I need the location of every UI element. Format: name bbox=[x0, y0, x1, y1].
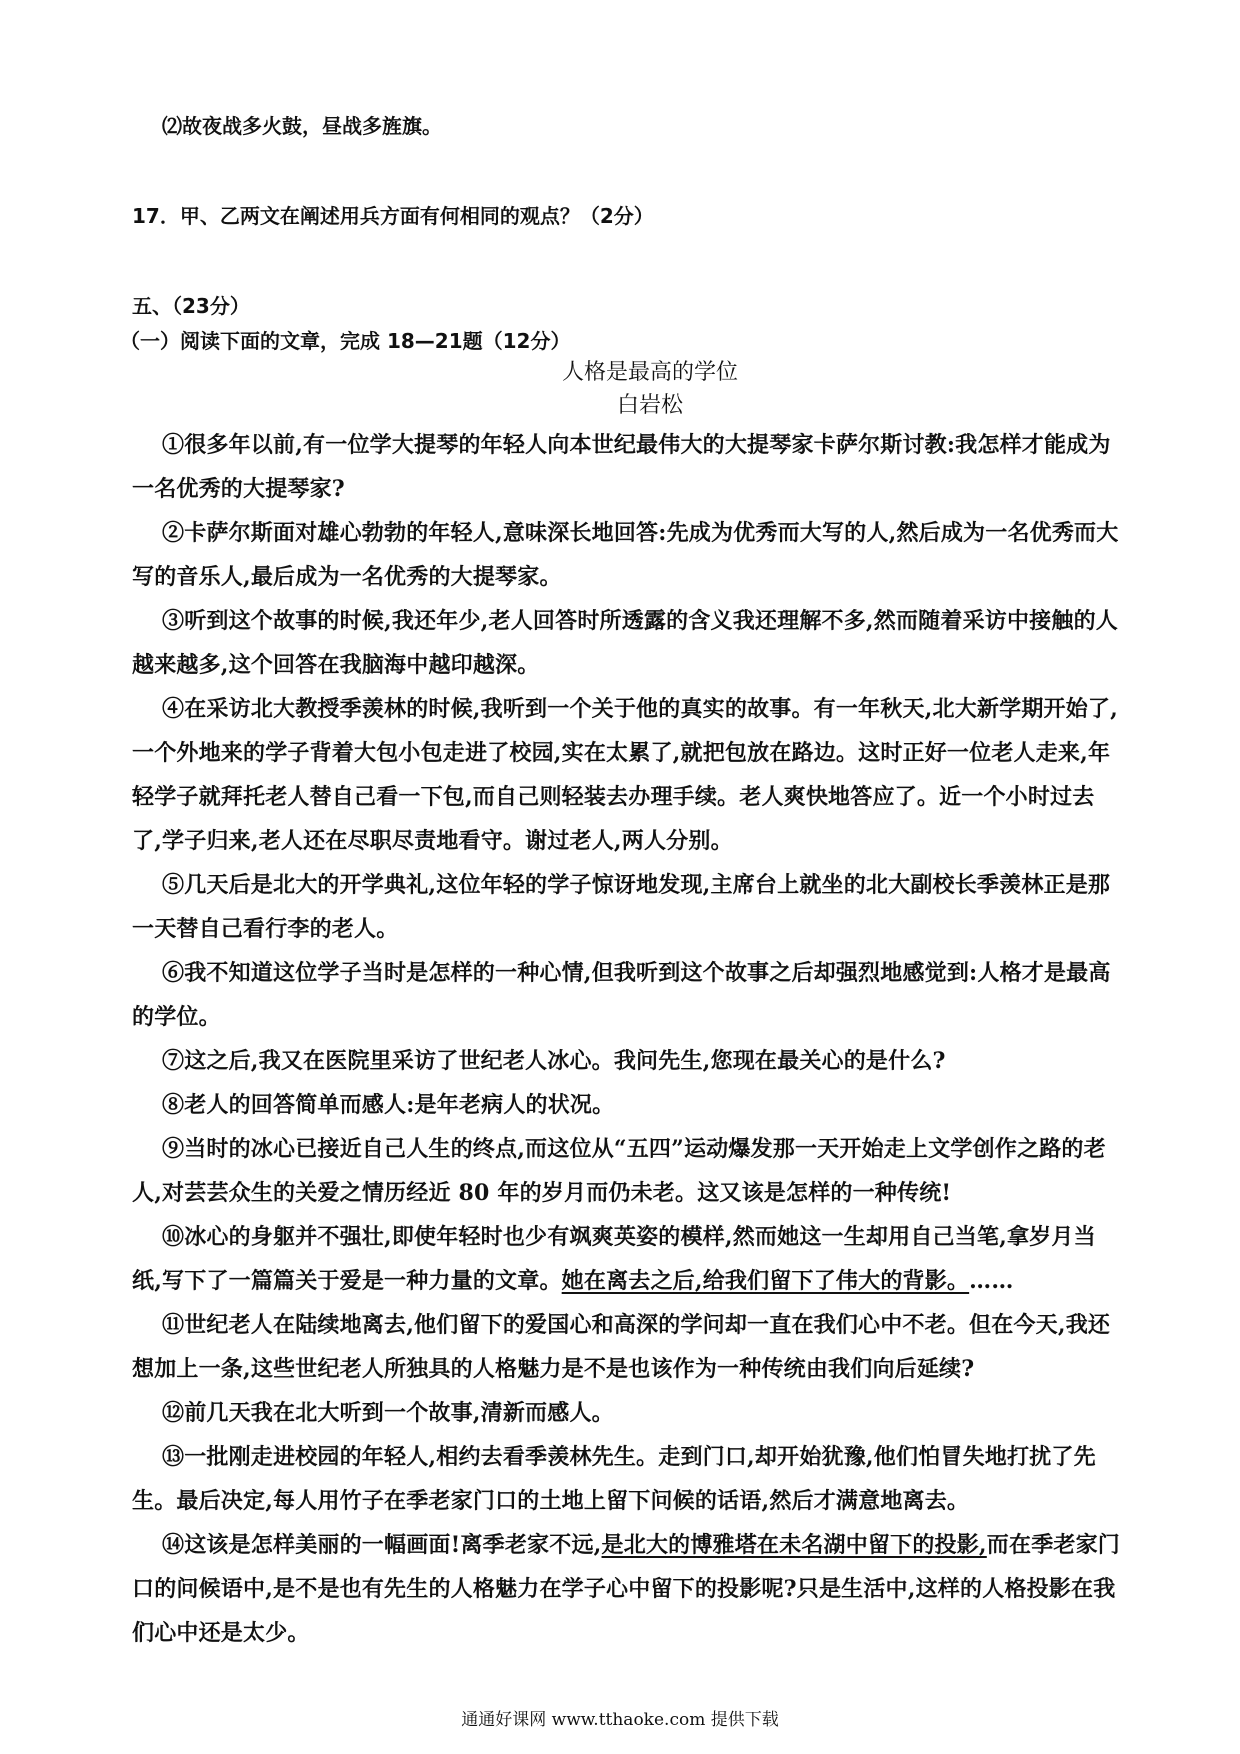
paragraph-1: ①很多年以前,有一位学大提琴的年轻人向本世纪最伟大的大提琴家卡萨尔斯讨教:我怎样才能成为一名优秀的大提琴家? bbox=[132, 432, 1111, 502]
section-heading: 五、（23分） bbox=[132, 294, 250, 318]
paragraph-7: ⑦这之后,我又在医院里采访了世纪老人冰心。我问先生,您现在最关心的是什么? bbox=[162, 1048, 946, 1074]
paragraph-14-text-b: 而在季老家门口的问候语中,是不是也有先生的人格魅力在学子心中留下的投影呢?只是生活中,这样的人格投影在我们心中还是太少。 bbox=[132, 1532, 1120, 1646]
paragraph-13: ⑬一批刚走进校园的年轻人,相约去看季羡林先生。走到门口,却开始犹豫,他们怕冒失地打扰了先生。最后决定,每人用竹子在季老家门口的土地上留下问候的话语,然后才满意地离去。 bbox=[132, 1444, 1096, 1514]
article-title bbox=[0, 355, 1240, 386]
article-title-text: 人格是最高的学位 bbox=[561, 360, 738, 385]
paragraph-4: ④在采访北大教授季羡林的时候,我听到一个关于他的真实的故事。有一年秋天,北大新学期开始了,一个外地来的学子背着大包小包走进了校园,实在太累了,就把包放在路边。这时正好一位老人走来,年轻学子就拜托老人替自己看一下包,而自己则轻装去办理手续。老人爽快地答应了。近一个小时过去了,学子归来,老人还在尽职尽责地看守。谢过老人,两人分别。 bbox=[132, 696, 1118, 854]
paragraph-14-text-a: ⑭这该是怎样美丽的一幅画面!离季老家不远, bbox=[162, 1532, 602, 1558]
paragraph-5: ⑤几天后是北大的开学典礼,这位年轻的学子惊讶地发现,主席台上就坐的北大副校长季羡林正是那一天替自己看行李的老人。 bbox=[132, 872, 1111, 942]
paragraph-10-ellipsis: …… bbox=[969, 1268, 1014, 1294]
question-item-2: ⑵故夜战多火鼓，昼战多旌旗。 bbox=[162, 114, 442, 138]
paragraph-12: ⑫前几天我在北大听到一个故事,清新而感人。 bbox=[162, 1400, 614, 1426]
paragraph-10 bbox=[132, 1215, 1122, 1303]
article-author bbox=[0, 388, 1240, 419]
paragraph-14-underlined: 是北大的博雅塔在未名湖中留下的投影, bbox=[601, 1532, 987, 1558]
question-17: 17．甲、乙两文在阐述用兵方面有何相同的观点？（2分） bbox=[132, 204, 654, 228]
paragraph-6: ⑥我不知道这位学子当时是怎样的一种心情,但我听到这个故事之后却强烈地感觉到:人格才是最高的学位。 bbox=[132, 960, 1111, 1030]
article-author-text: 白岩松 bbox=[616, 393, 683, 418]
paragraph-10-underlined: 她在离去之后,给我们留下了伟大的背影。 bbox=[561, 1268, 970, 1294]
section-subheading: （一）阅读下面的文章，完成 18—21题（12分） bbox=[120, 329, 571, 353]
page-footer: 通通好课网 www.tthaoke.com 提供下载 bbox=[461, 1710, 779, 1730]
paragraph-11: ⑪世纪老人在陆续地离去,他们留下的爱国心和高深的学问却一直在我们心中不老。但在今天,我还想加上一条,这些世纪老人所独具的人格魅力是不是也该作为一种传统由我们向后延续? bbox=[132, 1312, 1111, 1382]
paragraph-2: ②卡萨尔斯面对雄心勃勃的年轻人,意味深长地回答:先成为优秀而大写的人,然后成为一名优秀而大写的音乐人,最后成为一名优秀的大提琴家。 bbox=[132, 520, 1119, 590]
paragraph-14 bbox=[132, 1523, 1122, 1655]
paragraph-3: ③听到这个故事的时候,我还年少,老人回答时所透露的含义我还理解不多,然而随着采访中接触的人越来越多,这个回答在我脑海中越印越深。 bbox=[132, 608, 1118, 678]
paragraph-10-text: ⑩冰心的身躯并不强壮,即使年轻时也少有飒爽英姿的模样,然而她这一生却用自己当笔,拿岁月当纸,写下了一篇篇关于爱是一种力量的文章。 bbox=[132, 1224, 1096, 1294]
paragraph-9: ⑨当时的冰心已接近自己人生的终点,而这位从“五四”运动爆发那一天开始走上文学创作之路的老人,对芸芸众生的关爱之情历经近 80 年的岁月而仍未老。这又该是怎样的一种传统! bbox=[132, 1136, 1106, 1206]
paragraph-8: ⑧老人的回答简单而感人:是年老病人的状况。 bbox=[162, 1092, 615, 1118]
